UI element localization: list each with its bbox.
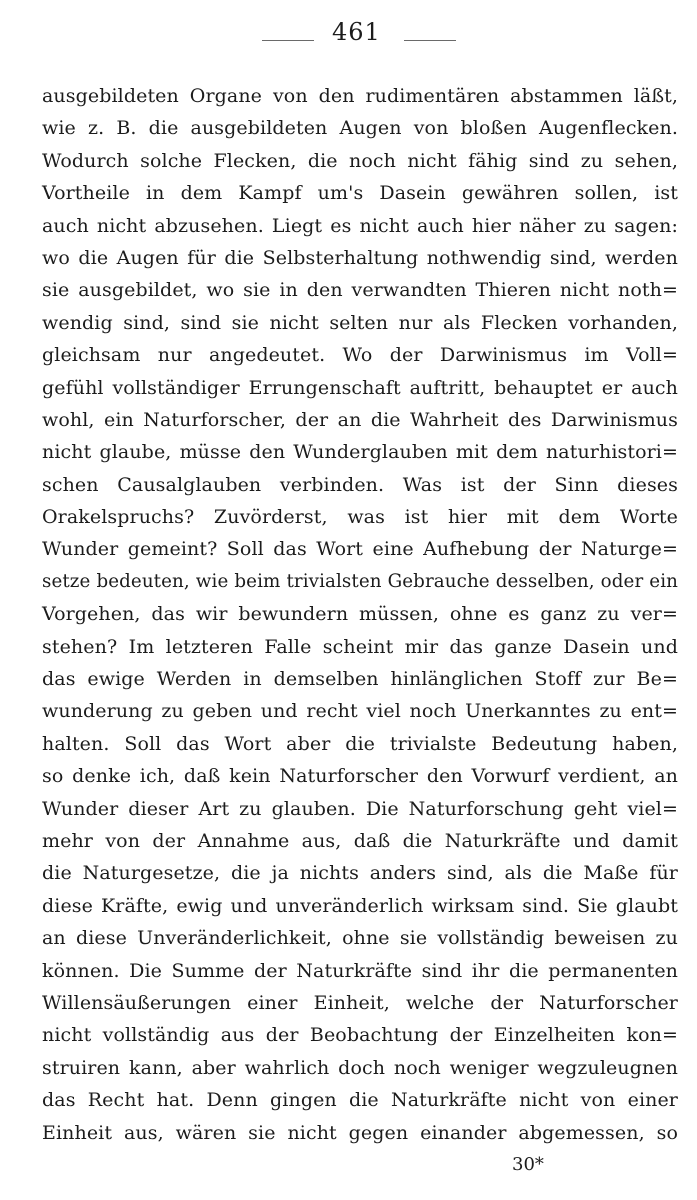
text-line: das Recht hat. Denn gingen die Naturkräfte nicht von einer [42,1089,678,1112]
header-rule-left [262,40,314,41]
text-line: die Naturgesetze, die ja nichts anders sind, als die Maße für [42,862,678,885]
text-line: Orakelspruchs? Zuvörderst, was ist hier mit dem Worte [42,506,678,529]
text-line: diese Kräfte, ewig und unveränderlich wirksam sind. Sie glaubt [42,894,678,917]
text-line: schen Causalglauben verbinden. Was ist der Sinn dieses [42,473,678,496]
text-line: mehr von der Annahme aus, daß die Naturkräfte und damit [42,829,678,852]
text-line: das ewige Werden in demselben hinlänglichen Stoff zur Be= [42,668,678,691]
text-line: Einheit aus, wären sie nicht gegen einander abgemessen, so [42,1121,678,1144]
text-line: stehen? Im letzteren Falle scheint mir das ganze Dasein und [42,635,678,658]
text-line: setze bedeuten, wie beim trivialsten Gebrauche desselben, oder ein [42,570,678,592]
text-line: Vorgehen, das wir bewundern müssen, ohne es ganz zu ver= [42,603,678,626]
text-line: wie z. B. die ausgebildeten Augen von bloßen Augenflecken. [42,117,678,140]
text-line: Willensäußerungen einer Einheit, welche der Naturforscher [42,991,678,1014]
text-line: Vortheile in dem Kampf um's Dasein gewähren sollen, ist [42,182,678,205]
page-number: 461 [332,18,381,46]
text-line: nicht glaube, müsse den Wunderglauben mit dem naturhistori= [42,441,678,464]
text-line: struiren kann, aber wahrlich doch noch weniger wegzuleugnen [42,1056,678,1079]
text-line: können. Die Summe der Naturkräfte sind ihr die permanenten [42,959,678,982]
text-line: auch nicht abzusehen. Liegt es nicht auch hier näher zu sagen: [42,214,678,237]
text-line: nicht vollständig aus der Beobachtung der Einzelheiten kon= [42,1024,678,1047]
text-line: so denke ich, daß kein Naturforscher den Vorwurf verdient, an [42,765,678,788]
page-header [0,18,697,58]
text-line: gefühl vollständiger Errungenschaft auftritt, behauptet er auch [42,376,678,399]
body-text [42,80,678,1149]
text-line: Wodurch solche Flecken, die noch nicht fähig sind zu sehen, [42,149,678,172]
text-line: wohl, ein Naturforscher, der an die Wahrheit des Darwinismus [42,408,678,431]
text-line: an diese Unveränderlichkeit, ohne sie vollständig beweisen zu [42,927,678,950]
text-line: wendig sind, sind sie nicht selten nur als Flecken vorhanden, [42,311,678,334]
signature-mark: 30* [512,1154,544,1175]
text-line: ausgebildeten Organe von den rudimentären abstammen läßt, [42,85,678,107]
text-line: wunderung zu geben und recht viel noch Unerkanntes zu ent= [42,700,678,723]
text-line: gleichsam nur angedeutet. Wo der Darwinismus im Voll= [42,344,678,367]
text-line: Wunder dieser Art zu glauben. Die Naturforschung geht viel= [42,797,678,820]
text-line: Wunder gemeint? Soll das Wort eine Aufhebung der Naturge= [42,538,678,561]
text-line: wo die Augen für die Selbsterhaltung nothwendig sind, werden [42,246,678,269]
text-line: halten. Soll das Wort aber die trivialste Bedeutung haben, [42,732,678,755]
text-line: sie ausgebildet, wo sie in den verwandten Thieren nicht noth= [42,279,678,302]
header-rule-right [404,40,456,41]
